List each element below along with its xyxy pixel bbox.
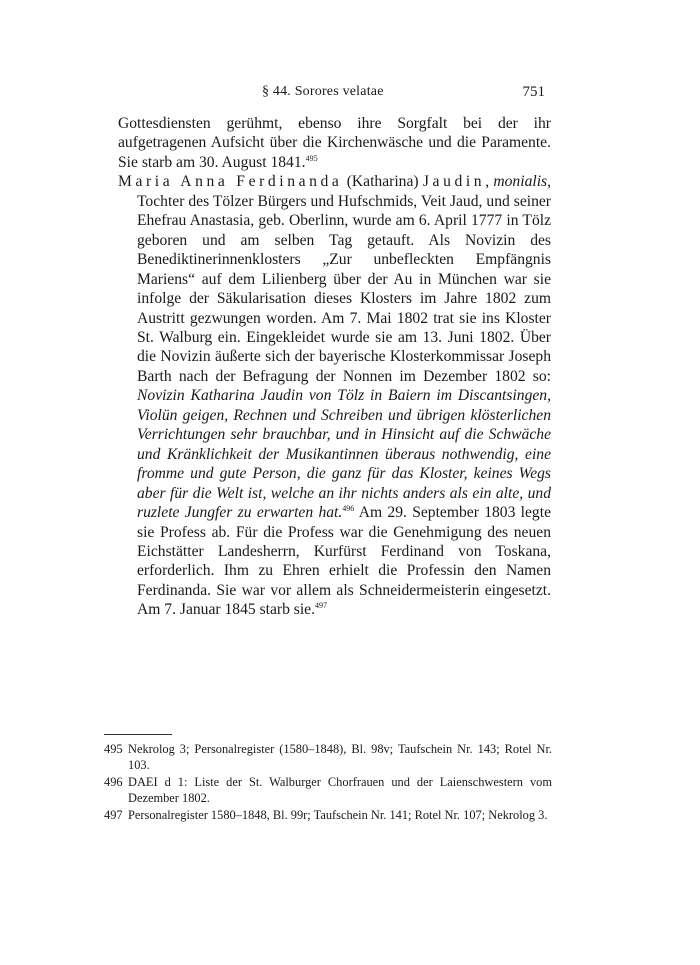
footnote-separator [104, 734, 172, 735]
footnote-ref-495[interactable]: 495 [305, 153, 318, 163]
footnote-number: 497 [104, 808, 123, 822]
name-separator: , [485, 173, 494, 191]
footnotes [104, 741, 552, 824]
footnote-text: Nekrolog 3; Personalregister (1580–1848), Bl. 98v; Taufschein Nr. 143; Rotel Nr. 103. [128, 742, 552, 772]
footnote-ref-496[interactable]: 496 [342, 503, 355, 513]
footnote-ref-497[interactable]: 497 [315, 601, 327, 611]
footnote-text: DAEI d 1: Liste der St. Walburger Chorfrauen und der Laienschwestern vom Dezember 1802. [128, 775, 552, 805]
person-name-first: Maria Anna Ferdinanda [118, 173, 343, 191]
person-name-last: Jaudin [422, 173, 486, 191]
footnote-number: 496 [104, 775, 123, 789]
running-title: § 44. Sorores velatae [262, 84, 384, 99]
footnote-number: 495 [104, 742, 123, 756]
footnote-496 [104, 774, 552, 806]
footnote-495 [104, 741, 552, 773]
paragraph-2 [118, 172, 551, 619]
page-header [0, 84, 700, 104]
archival-quote: Novizin Katharina Jaudin von Tölz in Baiern im Discantsingen, Violün geigen, Rechnen und Schreiben und übrigen klösterlichen Verrichtungen sehr brauchbar, und in Hinsicht auf die Schwäche und Kränklichkeit der Musikantinnen überaus nothwendig, eine fromme und gute Person, die ganz für das Kloster, keines Wegs aber für die Welt ist, welche an ihr nichts anders als ein alte, und ruzlete Jungfer zu erwarten hat. [137, 387, 551, 522]
page-number: 751 [522, 84, 545, 100]
footnote-text: Personalregister 1580–1848, Bl. 99r; Taufschein Nr. 141; Rotel Nr. 107; Nekrolog 3. [128, 808, 548, 822]
main-text [118, 114, 551, 620]
paragraph-2-text-2: Am 29. September 1803 legte sie Profess ab. Für die Profess war die Genehmigung des neuen Eichstätter Landesherrn, Kurfürst Ferdinand von Toskana, erforderlich. Ihm zu Ehren erhielt die Professin den Namen Ferdinanda. Sie war vor allem als Schneidermeisterin eingesetzt. Am 7. Januar 1845 starb sie. [137, 504, 551, 619]
paragraph-2-text-1: Tochter des Tölzer Bürgers und Hufschmids, Veit Jaud, und seiner Ehefrau Anastasia, geb. Oberlinn, wurde am 6. April 1777 in Tölz geboren und am selben Tag getauft. Als Novizin des Benediktinerinnenklosters „Zur unbefleckten Empfängnis Mariens“ auf dem Lilienberg über der Au in München war sie infolge der Säkularisation dieses Klosters im Jahre 1802 zum Austritt gezwungen worden. Am 7. Mai 1802 trat sie ins Kloster St. Walburg ein. Eingekleidet wurde sie am 13. Juni 1802. Über die Novizin äußerte sich der bayerische Klosterkommissar Joseph Barth nach der Befragung der Nonnen im Dezember 1802 so: [137, 192, 551, 385]
person-name-alias: (Katharina) [342, 173, 423, 191]
paragraph-1 [118, 114, 551, 172]
paragraph-1-text: Gottesdiensten gerühmt, ebenso ihre Sorgfalt bei der ihr aufgetragenen Aufsicht über die Kirchenwäsche und die Paramente. Sie starb am 30. August 1841. [118, 115, 551, 171]
status-monialis: monialis, [493, 173, 551, 191]
footnote-497 [104, 807, 552, 823]
